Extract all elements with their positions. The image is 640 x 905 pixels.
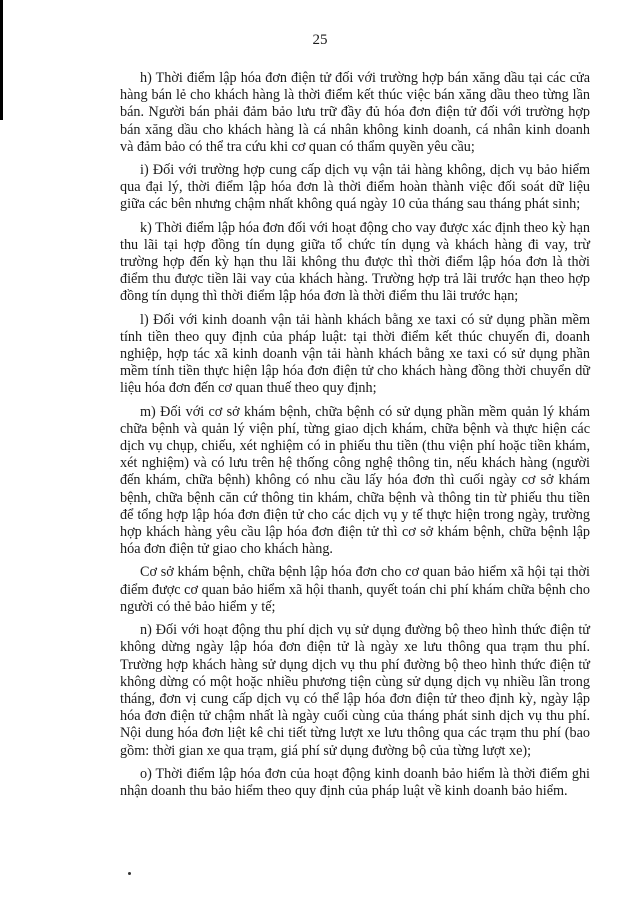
paragraph-k: k) Thời điểm lập hóa đơn đối với hoạt động cho vay được xác định theo kỳ hạn thu lãi tại hợp đồng tín dụng giữa tổ chức tín dụng và khách hàng đi vay, trừ trường hợp đến kỳ hạn thu lãi không thu được thì thời điểm lập hóa đơn là thời điểm thu được tiền lãi vay của khách hàng. Trường hợp trả lãi trước hạn theo hợp đồng tín dụng thì thời điểm lập hóa đơn là thời điểm thu lãi trước hạn;	[120, 219, 590, 305]
paragraph-n: n) Đối với hoạt động thu phí dịch vụ sử dụng đường bộ theo hình thức điện tử không dừng ngày lập hóa đơn điện tử là ngày xe lưu thông qua trạm thu phí. Trường hợp khách hàng sử dụng dịch vụ thu phí đường bộ theo hình thức điện tử không dừng có một hoặc nhiều phương tiện cùng sử dụng dịch vụ nhiều lần trong tháng, đơn vị cung cấp dịch vụ có thể lập hóa đơn điện tử theo định kỳ, ngày lập hóa đơn điện tử chậm nhất là ngày cuối cùng của tháng phát sinh dịch vụ thu phí. Nội dung hóa đơn liệt kê chi tiết từng lượt xe lưu thông qua các trạm thu phí (bao gồm: thời gian xe qua trạm, giá phí sử dụng đường bộ của từng lượt xe);	[120, 622, 590, 759]
page-number: 25	[312, 32, 328, 48]
document-body	[120, 70, 590, 806]
left-border-rule	[0, 0, 3, 120]
paragraph-m: m) Đối với cơ sở khám bệnh, chữa bệnh có sử dụng phần mềm quản lý khám chữa bệnh và quản lý viện phí, từng giao dịch khám, chữa bệnh và thực hiện các dịch vụ chụp, chiếu, xét nghiệm có in phiếu thu tiền (thu viện phí hoặc tiền khám, xét nghiệm) và có lưu trên hệ thống công nghệ thông tin, nếu khách hàng (người đến khám, chữa bệnh) không có nhu cầu lấy hóa đơn thì cuối ngày cơ sở khám bệnh, chữa bệnh căn cứ thông tin khám, chữa bệnh và thông tin từ phiếu thu tiền để tổng hợp lập hóa đơn điện tử cho các dịch vụ y tế thực hiện trong ngày, trường hợp khách hàng yêu cầu lập hóa đơn điện tử thì cơ sở khám bệnh, chữa bệnh lập hóa đơn điện tử giao cho khách hàng.	[120, 403, 590, 558]
paragraph-h: h) Thời điểm lập hóa đơn điện tử đối với trường hợp bán xăng dầu tại các cửa hàng bán lẻ cho khách hàng là thời điểm kết thúc việc bán xăng dầu theo từng lần bán. Người bán phải đảm bảo lưu trữ đầy đủ hóa đơn điện tử đối với trường hợp bán xăng dầu cho khách hàng là cá nhân không kinh doanh, cá nhân kinh doanh và đảm bảo có thể tra cứu khi cơ quan có thẩm quyền yêu cầu;	[120, 70, 590, 155]
paragraph-i: i) Đối với trường hợp cung cấp dịch vụ vận tải hàng không, dịch vụ bảo hiểm qua đại lý, thời điểm lập hóa đơn là thời điểm hoàn thành việc đối soát dữ liệu giữa các bên nhưng chậm nhất không quá ngày 10 của tháng sau tháng phát sinh;	[120, 162, 590, 213]
paragraph-m-continued: Cơ sở khám bệnh, chữa bệnh lập hóa đơn cho cơ quan bảo hiểm xã hội tại thời điểm được cơ quan bảo hiểm xã hội thanh, quyết toán chi phí khám chữa bệnh cho người có thẻ bảo hiểm y tế;	[120, 564, 590, 615]
scan-speck	[128, 872, 131, 875]
paragraph-l: l) Đối với kinh doanh vận tải hành khách bằng xe taxi có sử dụng phần mềm tính tiền theo quy định của pháp luật: tại thời điểm kết thúc chuyến đi, doanh nghiệp, hợp tác xã kinh doanh vận tải hành khách bằng xe taxi có sử dụng phần mềm tính tiền thực hiện lập hóa đơn điện tử cho khách hàng đồng thời chuyển dữ liệu hóa đơn đến cơ quan thuế theo quy định;	[120, 311, 590, 397]
paragraph-o: o) Thời điểm lập hóa đơn của hoạt động kinh doanh bảo hiểm là thời điểm ghi nhận doanh thu bảo hiểm theo quy định của pháp luật về kinh doanh bảo hiểm.	[120, 765, 590, 799]
